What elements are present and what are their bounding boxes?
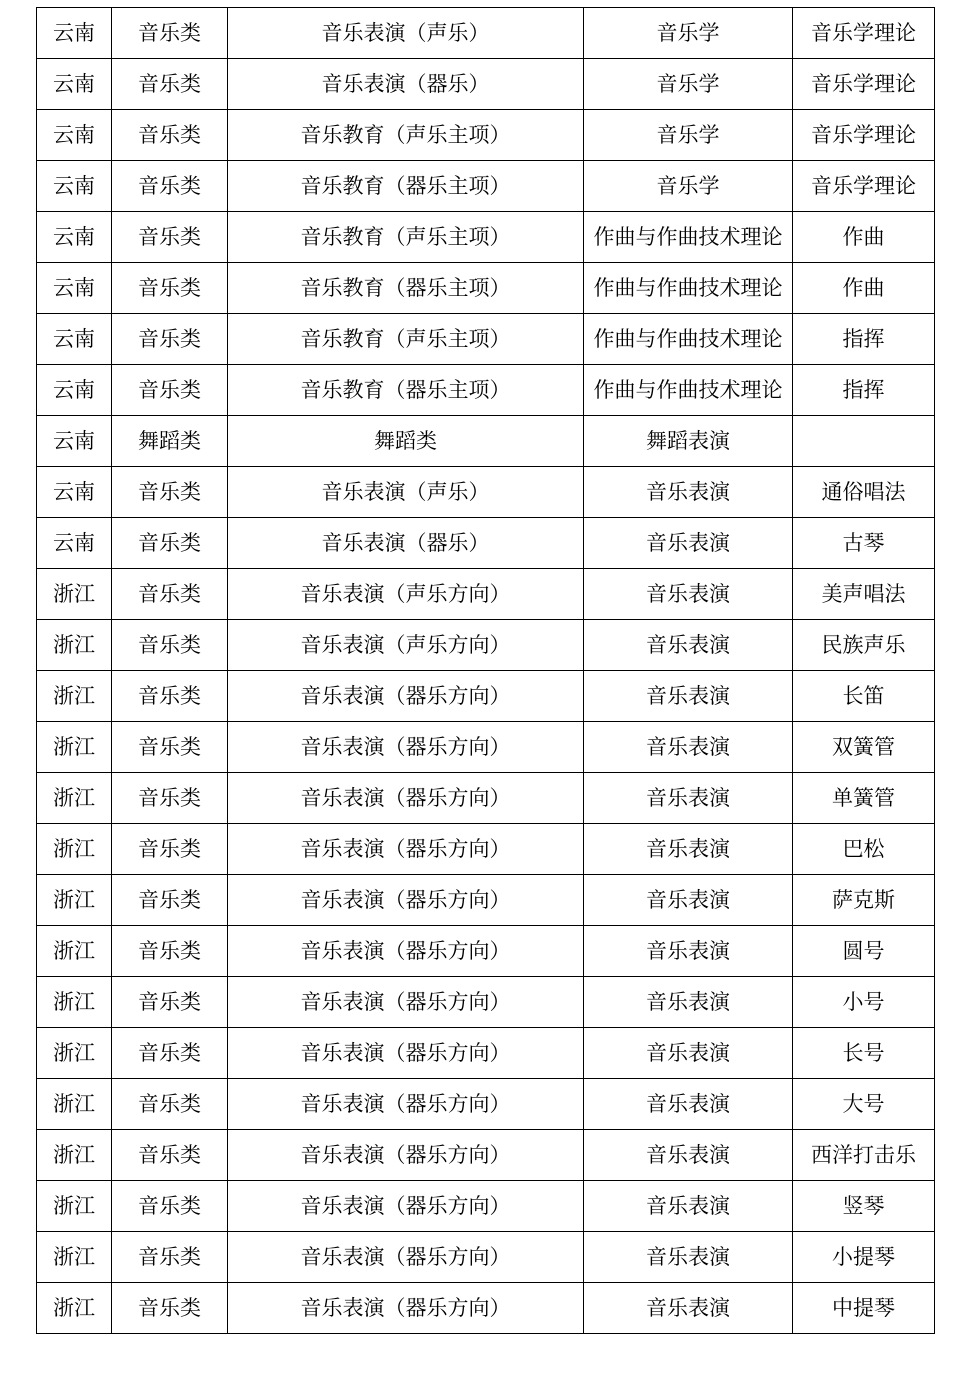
category-cell: 音乐类 [112, 824, 228, 875]
major-cell: 作曲与作曲技术理论 [584, 365, 793, 416]
table-row [37, 1181, 935, 1232]
direction-cell: 作曲 [793, 212, 935, 263]
province-cell: 云南 [37, 161, 112, 212]
major-cell: 作曲与作曲技术理论 [584, 314, 793, 365]
category-cell: 音乐类 [112, 212, 228, 263]
major-cell: 音乐学 [584, 110, 793, 161]
enroll-major-cell: 音乐教育（器乐主项） [228, 365, 584, 416]
major-cell: 音乐学 [584, 59, 793, 110]
major-cell: 音乐表演 [584, 875, 793, 926]
province-cell: 云南 [37, 8, 112, 59]
enroll-major-cell: 音乐教育（器乐主项） [228, 263, 584, 314]
category-cell: 音乐类 [112, 1232, 228, 1283]
province-cell: 浙江 [37, 1283, 112, 1334]
direction-cell: 指挥 [793, 365, 935, 416]
enroll-major-cell: 音乐表演（器乐方向） [228, 671, 584, 722]
category-cell: 音乐类 [112, 569, 228, 620]
specialty-table [36, 7, 935, 1334]
table-row [37, 161, 935, 212]
direction-cell: 音乐学理论 [793, 59, 935, 110]
major-cell: 音乐表演 [584, 1130, 793, 1181]
province-cell: 浙江 [37, 569, 112, 620]
category-cell: 音乐类 [112, 1283, 228, 1334]
province-cell: 浙江 [37, 671, 112, 722]
major-cell: 音乐表演 [584, 569, 793, 620]
direction-cell: 指挥 [793, 314, 935, 365]
province-cell: 浙江 [37, 1130, 112, 1181]
major-cell: 音乐表演 [584, 824, 793, 875]
province-cell: 浙江 [37, 1028, 112, 1079]
category-cell: 音乐类 [112, 263, 228, 314]
table-row [37, 467, 935, 518]
direction-cell: 古琴 [793, 518, 935, 569]
table-row [37, 365, 935, 416]
table-row [37, 314, 935, 365]
enroll-major-cell: 音乐表演（器乐方向） [228, 1028, 584, 1079]
category-cell: 音乐类 [112, 926, 228, 977]
enroll-major-cell: 音乐表演（器乐方向） [228, 926, 584, 977]
enroll-major-cell: 音乐表演（声乐） [228, 467, 584, 518]
category-cell: 音乐类 [112, 875, 228, 926]
direction-cell: 圆号 [793, 926, 935, 977]
major-cell: 音乐表演 [584, 518, 793, 569]
category-cell: 音乐类 [112, 518, 228, 569]
province-cell: 云南 [37, 467, 112, 518]
direction-cell: 巴松 [793, 824, 935, 875]
direction-cell: 作曲 [793, 263, 935, 314]
enroll-major-cell: 音乐表演（声乐方向） [228, 620, 584, 671]
table-body [37, 8, 935, 1334]
province-cell: 云南 [37, 518, 112, 569]
table-row [37, 110, 935, 161]
table-row [37, 671, 935, 722]
province-cell: 云南 [37, 263, 112, 314]
table-row [37, 977, 935, 1028]
province-cell: 浙江 [37, 1232, 112, 1283]
table-row [37, 824, 935, 875]
direction-cell: 中提琴 [793, 1283, 935, 1334]
major-cell: 音乐表演 [584, 722, 793, 773]
direction-cell: 音乐学理论 [793, 161, 935, 212]
table-row [37, 1232, 935, 1283]
category-cell: 音乐类 [112, 1028, 228, 1079]
table-row [37, 1079, 935, 1130]
direction-cell: 长号 [793, 1028, 935, 1079]
major-cell: 舞蹈表演 [584, 416, 793, 467]
major-cell: 音乐学 [584, 8, 793, 59]
category-cell: 音乐类 [112, 773, 228, 824]
enroll-major-cell: 音乐表演（声乐方向） [228, 569, 584, 620]
major-cell: 音乐表演 [584, 1079, 793, 1130]
category-cell: 音乐类 [112, 314, 228, 365]
table-row [37, 59, 935, 110]
category-cell: 音乐类 [112, 977, 228, 1028]
direction-cell: 双簧管 [793, 722, 935, 773]
enroll-major-cell: 音乐表演（器乐方向） [228, 1232, 584, 1283]
direction-cell: 音乐学理论 [793, 110, 935, 161]
major-cell: 音乐表演 [584, 926, 793, 977]
province-cell: 浙江 [37, 926, 112, 977]
table-row [37, 722, 935, 773]
major-cell: 音乐表演 [584, 977, 793, 1028]
direction-cell: 音乐学理论 [793, 8, 935, 59]
major-cell: 作曲与作曲技术理论 [584, 263, 793, 314]
direction-cell: 小号 [793, 977, 935, 1028]
major-cell: 音乐表演 [584, 467, 793, 518]
table-row [37, 875, 935, 926]
table-row [37, 263, 935, 314]
direction-cell: 萨克斯 [793, 875, 935, 926]
province-cell: 云南 [37, 59, 112, 110]
table-row [37, 1283, 935, 1334]
province-cell: 浙江 [37, 620, 112, 671]
enroll-major-cell: 音乐表演（器乐） [228, 59, 584, 110]
category-cell: 音乐类 [112, 722, 228, 773]
major-cell: 音乐表演 [584, 1283, 793, 1334]
province-cell: 浙江 [37, 875, 112, 926]
major-cell: 音乐学 [584, 161, 793, 212]
direction-cell: 大号 [793, 1079, 935, 1130]
category-cell: 音乐类 [112, 467, 228, 518]
province-cell: 云南 [37, 314, 112, 365]
province-cell: 浙江 [37, 824, 112, 875]
direction-cell: 通俗唱法 [793, 467, 935, 518]
province-cell: 浙江 [37, 977, 112, 1028]
enroll-major-cell: 音乐表演（器乐方向） [228, 722, 584, 773]
table-row [37, 1028, 935, 1079]
direction-cell: 小提琴 [793, 1232, 935, 1283]
category-cell: 音乐类 [112, 59, 228, 110]
table-row [37, 569, 935, 620]
major-cell: 音乐表演 [584, 1028, 793, 1079]
direction-cell: 长笛 [793, 671, 935, 722]
enroll-major-cell: 音乐教育（声乐主项） [228, 110, 584, 161]
province-cell: 云南 [37, 416, 112, 467]
enroll-major-cell: 音乐表演（器乐方向） [228, 1181, 584, 1232]
enroll-major-cell: 音乐表演（器乐方向） [228, 875, 584, 926]
table-row [37, 926, 935, 977]
enroll-major-cell: 音乐表演（器乐方向） [228, 1130, 584, 1181]
category-cell: 音乐类 [112, 1181, 228, 1232]
major-cell: 音乐表演 [584, 1181, 793, 1232]
major-cell: 作曲与作曲技术理论 [584, 212, 793, 263]
category-cell: 音乐类 [112, 1079, 228, 1130]
enroll-major-cell: 音乐表演（器乐方向） [228, 1079, 584, 1130]
table-row [37, 518, 935, 569]
enroll-major-cell: 音乐表演（器乐方向） [228, 773, 584, 824]
province-cell: 云南 [37, 365, 112, 416]
enroll-major-cell: 音乐表演（器乐方向） [228, 1283, 584, 1334]
enroll-major-cell: 音乐表演（器乐方向） [228, 977, 584, 1028]
table-row [37, 1130, 935, 1181]
category-cell: 音乐类 [112, 365, 228, 416]
direction-cell: 单簧管 [793, 773, 935, 824]
enroll-major-cell: 音乐表演（器乐） [228, 518, 584, 569]
table-row [37, 773, 935, 824]
direction-cell: 竖琴 [793, 1181, 935, 1232]
province-cell: 浙江 [37, 1079, 112, 1130]
enroll-major-cell: 音乐教育（器乐主项） [228, 161, 584, 212]
enroll-major-cell: 音乐教育（声乐主项） [228, 212, 584, 263]
province-cell: 云南 [37, 212, 112, 263]
category-cell: 舞蹈类 [112, 416, 228, 467]
major-cell: 音乐表演 [584, 671, 793, 722]
enroll-major-cell: 音乐教育（声乐主项） [228, 314, 584, 365]
province-cell: 浙江 [37, 722, 112, 773]
direction-cell [793, 416, 935, 467]
table-row [37, 416, 935, 467]
category-cell: 音乐类 [112, 1130, 228, 1181]
enroll-major-cell: 音乐表演（声乐） [228, 8, 584, 59]
direction-cell: 民族声乐 [793, 620, 935, 671]
province-cell: 云南 [37, 110, 112, 161]
category-cell: 音乐类 [112, 110, 228, 161]
category-cell: 音乐类 [112, 620, 228, 671]
enroll-major-cell: 舞蹈类 [228, 416, 584, 467]
province-cell: 浙江 [37, 773, 112, 824]
province-cell: 浙江 [37, 1181, 112, 1232]
category-cell: 音乐类 [112, 671, 228, 722]
category-cell: 音乐类 [112, 8, 228, 59]
enroll-major-cell: 音乐表演（器乐方向） [228, 824, 584, 875]
category-cell: 音乐类 [112, 161, 228, 212]
table-row [37, 8, 935, 59]
major-cell: 音乐表演 [584, 1232, 793, 1283]
table-row [37, 212, 935, 263]
major-cell: 音乐表演 [584, 620, 793, 671]
table-row [37, 620, 935, 671]
direction-cell: 西洋打击乐 [793, 1130, 935, 1181]
direction-cell: 美声唱法 [793, 569, 935, 620]
major-cell: 音乐表演 [584, 773, 793, 824]
